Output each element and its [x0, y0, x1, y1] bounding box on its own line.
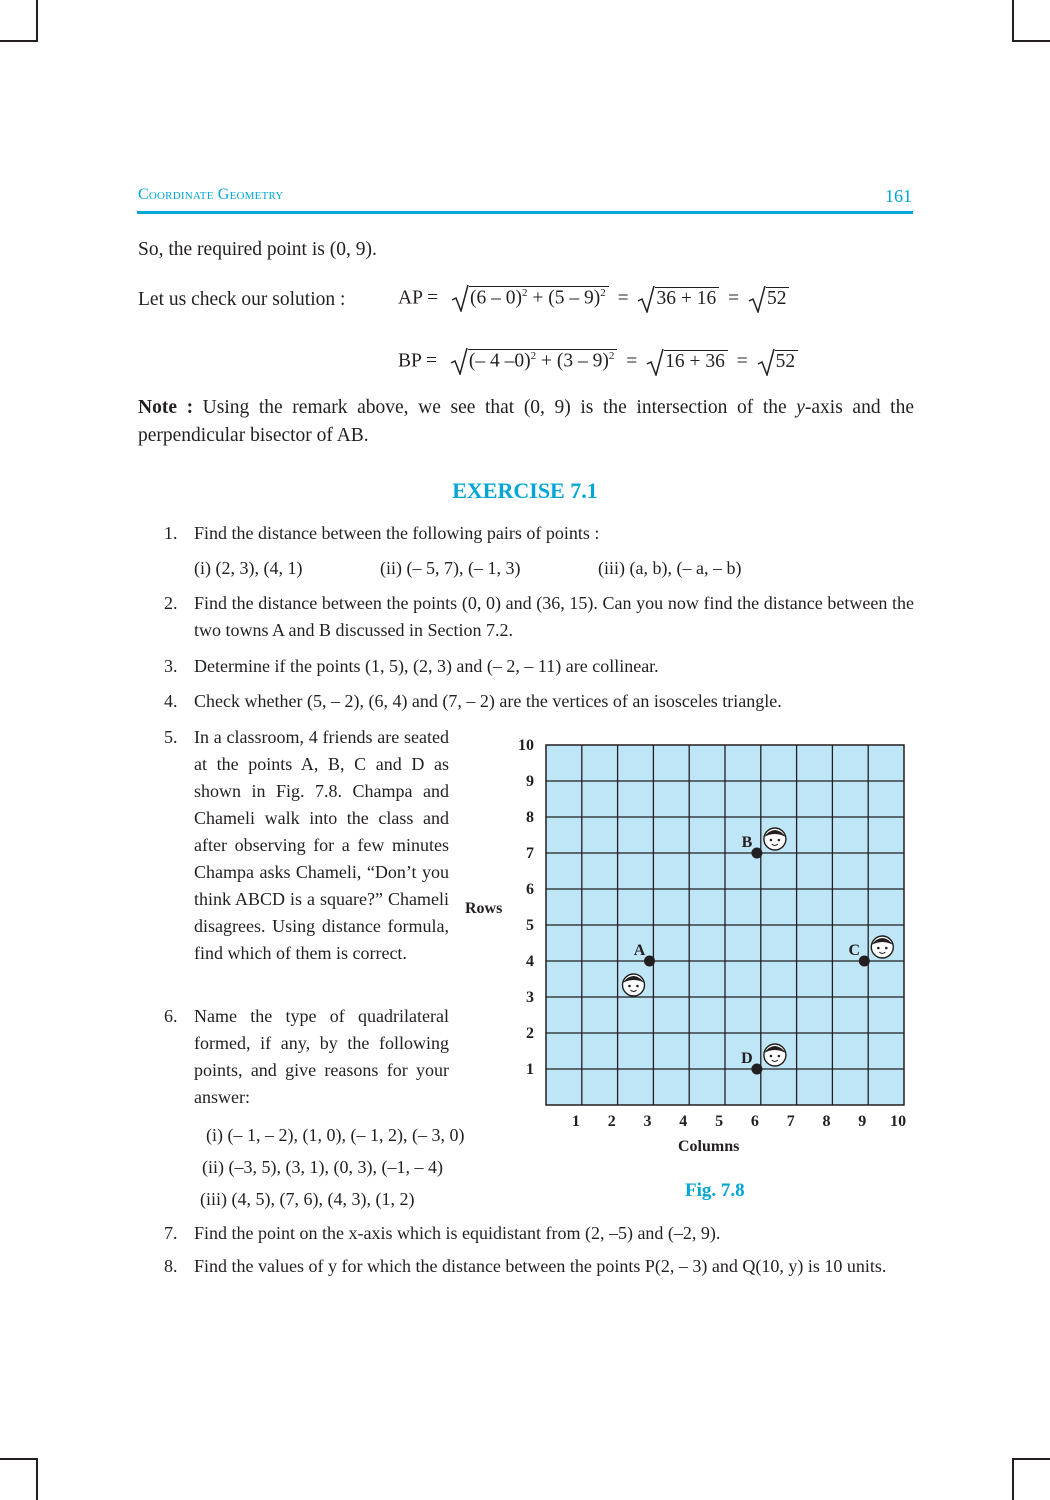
column-tick-label: 2: [607, 1113, 616, 1130]
q1-part-i: (i) (2, 3), (4, 1): [194, 558, 303, 578]
child-face-icon: [871, 936, 893, 958]
column-tick-label: 1: [571, 1113, 580, 1130]
column-tick-labels: [572, 1113, 906, 1130]
note-paragraph: Note : Using the remark above, we see that (0, 9) is the intersection of the y-axis and the perpendicular bisector of AB.: [138, 397, 914, 446]
figure-caption: Fig. 7.8: [685, 1180, 745, 1201]
q3-number: 3.: [164, 656, 178, 676]
q6-part-i: (i) (– 1, – 2), (1, 0), (– 1, 2), (– 3, 0): [206, 1125, 465, 1145]
column-tick-label: 6: [750, 1113, 759, 1130]
crop-mark: [1012, 0, 1014, 42]
column-tick-label: 8: [822, 1113, 831, 1130]
row-tick-label: 8: [526, 809, 534, 826]
check-label: Let us check our solution :: [138, 289, 346, 310]
columns-axis-label: Columns: [678, 1138, 740, 1155]
face-eye: [770, 1055, 773, 1058]
face-eye: [885, 947, 888, 950]
q2-text: Find the distance between the points (0, 0) and (36, 15). Can you now find the distance between the two towns A and B discussed in Section 7.2.: [194, 593, 914, 640]
q1-text: Find the distance between the following pairs of points :: [194, 523, 600, 543]
column-tick-label: 4: [679, 1113, 688, 1130]
column-tick-label: 10: [890, 1113, 907, 1130]
seat-point-b: [751, 848, 762, 859]
chapter-title: Coordinate Geometry: [138, 186, 284, 203]
seat-point-c: [859, 956, 870, 967]
crop-mark: [0, 1458, 38, 1460]
q5-text: In a classroom, 4 friends are seated at the points A, B, C and D as shown in Fig. 7.8. Champa and Chameli walk into the class and after observing for a few minutes Champa asks Chameli, “Don’t you think ABCD is a square?” Chameli disagrees. Using distance formula, find which of them is correct.: [194, 727, 449, 963]
required-point-text: So, the required point is (0, 9).: [138, 239, 377, 260]
row-tick-label: 2: [526, 1025, 534, 1042]
row-tick-label: 7: [526, 845, 534, 862]
crop-mark: [1012, 1458, 1050, 1460]
bp-equation: BP = (– 4 –0)$^2$ + (3 – 9)$^2$ = 16 + 36 = 52: [398, 349, 798, 373]
page-number: 161: [885, 186, 912, 206]
q3-text: Determine if the points (1, 5), (2, 3) and (– 2, – 11) are collinear.: [194, 656, 659, 676]
rows-axis-label: Rows: [465, 900, 503, 917]
row-tick-label: 9: [526, 773, 534, 790]
q1-number: 1.: [164, 523, 178, 543]
crop-mark: [36, 1458, 38, 1500]
q6-part-iii: (iii) (4, 5), (7, 6), (4, 3), (1, 2): [200, 1189, 415, 1209]
q8-text: Find the values of y for which the distance between the points P(2, – 3) and Q(10, y) is 10 units.: [194, 1256, 887, 1276]
child-face-icon: [623, 974, 645, 996]
ap-label: AP =: [398, 287, 439, 309]
bp-label: BP =: [398, 350, 437, 372]
q6-number: 6.: [164, 1006, 178, 1026]
crop-mark: [36, 0, 38, 42]
seating-grid-chart: [505, 735, 915, 1140]
seat-label-b: B: [741, 834, 753, 851]
exercise-title: EXERCISE 7.1: [452, 478, 598, 503]
ap-equation: AP = (6 – 0)$^2$ + (5 – 9)$^2$ = 36 + 16 = 52: [398, 286, 789, 310]
seat-label-d: D: [741, 1050, 753, 1067]
face-eye: [877, 947, 880, 950]
face-eye: [778, 839, 781, 842]
q7-text: Find the point on the x-axis which is equidistant from (2, –5) and (–2, 9).: [194, 1223, 721, 1243]
seat-label-c: C: [848, 942, 861, 959]
column-tick-label: 9: [858, 1113, 867, 1130]
q6-text: Name the type of quadrilateral formed, if any, by the following points, and give reasons for your answer:: [194, 1006, 449, 1107]
crop-mark: [1012, 1458, 1014, 1500]
child-face-icon: [764, 1044, 786, 1066]
row-tick-label: 3: [526, 989, 534, 1006]
column-tick-label: 3: [643, 1113, 652, 1130]
q1-part-ii: (ii) (– 5, 7), (– 1, 3): [380, 558, 521, 578]
seat-point-a: [644, 956, 655, 967]
crop-mark: [0, 40, 38, 42]
header-rule: [137, 211, 913, 214]
row-tick-label: 5: [526, 917, 534, 934]
seat-label-a: A: [633, 942, 646, 959]
face-eye: [628, 985, 631, 988]
row-tick-label: 1: [526, 1061, 534, 1078]
q2-number: 2.: [164, 593, 178, 613]
q6-part-ii: (ii) (–3, 5), (3, 1), (0, 3), (–1, – 4): [202, 1157, 443, 1177]
seat-point-d: [751, 1064, 762, 1075]
face-eye: [636, 985, 639, 988]
column-tick-label: 7: [786, 1113, 795, 1130]
child-face-icon: [764, 828, 786, 850]
row-tick-label: 4: [526, 953, 534, 970]
q5-number: 5.: [164, 727, 178, 747]
crop-mark: [1012, 40, 1050, 42]
q4-text: Check whether (5, – 2), (6, 4) and (7, – 2) are the vertices of an isosceles triangle.: [194, 691, 782, 711]
row-tick-labels: [518, 737, 534, 1078]
q4-number: 4.: [164, 691, 178, 711]
face-eye: [770, 839, 773, 842]
q7-number: 7.: [164, 1223, 178, 1243]
q1-part-iii: (iii) (a, b), (– a, – b): [598, 558, 742, 578]
row-tick-label: 6: [526, 881, 534, 898]
column-tick-label: 5: [715, 1113, 724, 1130]
q8-number: 8.: [164, 1256, 178, 1276]
face-eye: [778, 1055, 781, 1058]
row-tick-label: 10: [518, 737, 534, 754]
